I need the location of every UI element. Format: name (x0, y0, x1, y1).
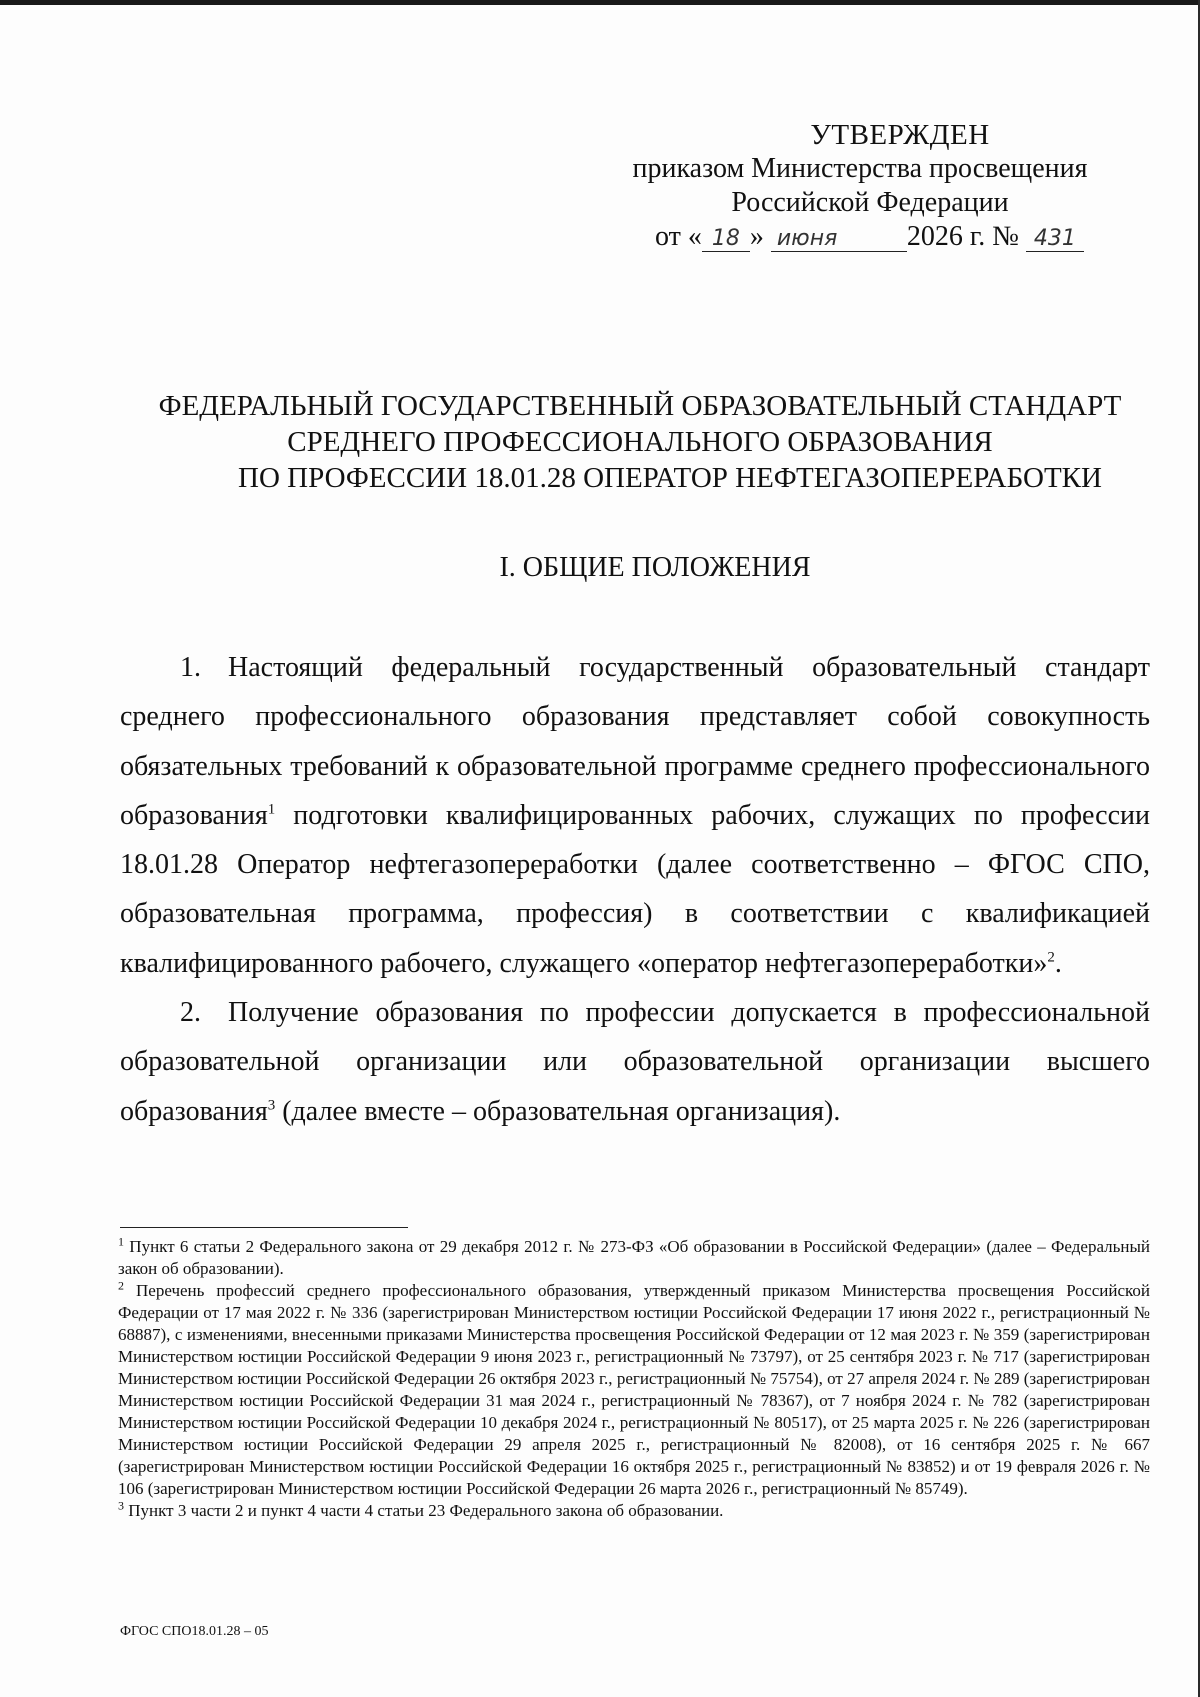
footnote-3 (118, 1500, 1150, 1522)
footnote-mark: 3 (118, 1498, 124, 1513)
approval-year: 2026 г. № (906, 221, 1019, 252)
paragraph-text: Получение образования по профессии допускается в профессиональной образовательной организации или образовательной организации высшего образования (120, 997, 1150, 1127)
footnote-text: Пункт 6 статьи 2 Федерального закона от 29 декабря 2012 г. № 273-ФЗ «Об образовании в Российской Федерации» (далее – Федеральный закон об образовании). (118, 1237, 1150, 1278)
approval-line-1: приказом Министерства просвещения (632, 153, 1088, 184)
footnote-1 (118, 1236, 1150, 1280)
paragraph-2 (120, 988, 1150, 1136)
document-title-line-1: ФЕДЕРАЛЬНЫЙ ГОСУДАРСТВЕННЫЙ ОБРАЗОВАТЕЛЬНЫЙ СТАНДАРТ (158, 390, 1122, 422)
paragraph-text: Настоящий федеральный государственный образовательный стандарт среднего профессионального образования представляет собой совокупность обязательных требований к образовательной программе среднего профессионального образования (120, 652, 1150, 831)
body-text (120, 643, 1150, 1136)
footnote-ref: 2 (1047, 949, 1055, 966)
paragraph-number: 2. (180, 997, 201, 1029)
footnotes (118, 1236, 1150, 1522)
approval-ot: от « (655, 221, 702, 252)
paragraph-number: 1. (180, 652, 201, 683)
footnote-text: Пункт 3 части 2 и пункт 4 части 4 статьи 23 Федерального закона об образовании. (124, 1501, 724, 1520)
approval-stamp-block (600, 118, 1120, 254)
approval-line-2: Российской Федерации (731, 187, 1009, 218)
handwritten-order-number: 431 (1026, 227, 1084, 252)
document-title-line-3: ПО ПРОФЕССИИ 18.01.28 ОПЕРАТОР НЕФТЕГАЗОПЕРЕРАБОТКИ (238, 462, 1102, 494)
paragraph-text: . (1054, 947, 1062, 979)
handwritten-month: июня (771, 227, 907, 252)
document-code: ФГОС СПО18.01.28 – 05 (120, 1624, 269, 1639)
footnote-text: Перечень профессий среднего профессионального образования, утвержденный приказом Министерства просвещения Российской Федерации от 17 мая 2022 г. № 336 (зарегистрирован Министерством юстиции Российской Федерации 17 июня 2022 г., регистрационный № 68887), с изменениями, внесенными приказами Министерства просвещения Российской Федерации от 12 мая 2023 г. № 359 (зарегистрирован Министерством юстиции Российской Федерации 9 июня 2023 г., регистрационный № 73797), от 25 сентября 2023 г. № 717 (зарегистрирован Министерством юстиции Российской Федерации 26 октября 2023 г., регистрационный № 75754), от 27 апреля 2024 г. № 289 (зарегистрирован Министерством юстиции Российской Федерации 31 мая 2024 г., регистрационный № 78367), от 7 ноября 2024 г. № 782 (зарегистрирован Министерством юстиции Российской Федерации 10 декабря 2024 г., регистрационный № 80517), от 25 марта 2025 г. № 226 (зарегистрирован Министерством юстиции Российской Федерации 29 апреля 2025 г., регистрационный № 82008), от 16 сентября 2025 г. № 667 (зарегистрирован Министерством юстиции Российской Федерации 16 октября 2025 г., регистрационный № 83852) и от 19 февраля 2026 г. № 106 (зарегистрирован Министерством юстиции Российской Федерации 26 марта 2026 г., регистрационный № 85749). (118, 1281, 1150, 1498)
scan-edge-top (0, 0, 1200, 5)
section-title: I. ОБЩИЕ ПОЛОЖЕНИЯ (499, 552, 811, 583)
paragraph-1 (120, 643, 1150, 988)
footnote-ref: 1 (267, 801, 276, 818)
footnote-separator (120, 1227, 408, 1228)
approval-order-line (600, 220, 1120, 254)
footnote-mark: 2 (118, 1278, 124, 1293)
approval-title: УТВЕРЖДЕН (810, 119, 990, 151)
paragraph-text: (далее вместе – образовательная организация). (275, 1095, 841, 1127)
footnote-ref: 3 (267, 1097, 276, 1114)
handwritten-day: 18 (702, 227, 750, 252)
approval-close-quote: » (749, 221, 764, 252)
paragraph-text: подготовки квалифицированных рабочих, служащих по профессии 18.01.28 Оператор нефтегазопереработки (далее соответственно – ФГОС СПО, образовательная программа, профессия) в соответствии с квалификацией квалифицированного рабочего, служащего «оператор нефтегазопереработки» (120, 799, 1150, 979)
footnote-mark: 1 (118, 1234, 124, 1249)
document-title (120, 388, 1160, 496)
document-title-line-2: СРЕДНЕГО ПРОФЕССИОНАЛЬНОГО ОБРАЗОВАНИЯ (287, 426, 993, 458)
footnote-2 (118, 1280, 1150, 1500)
